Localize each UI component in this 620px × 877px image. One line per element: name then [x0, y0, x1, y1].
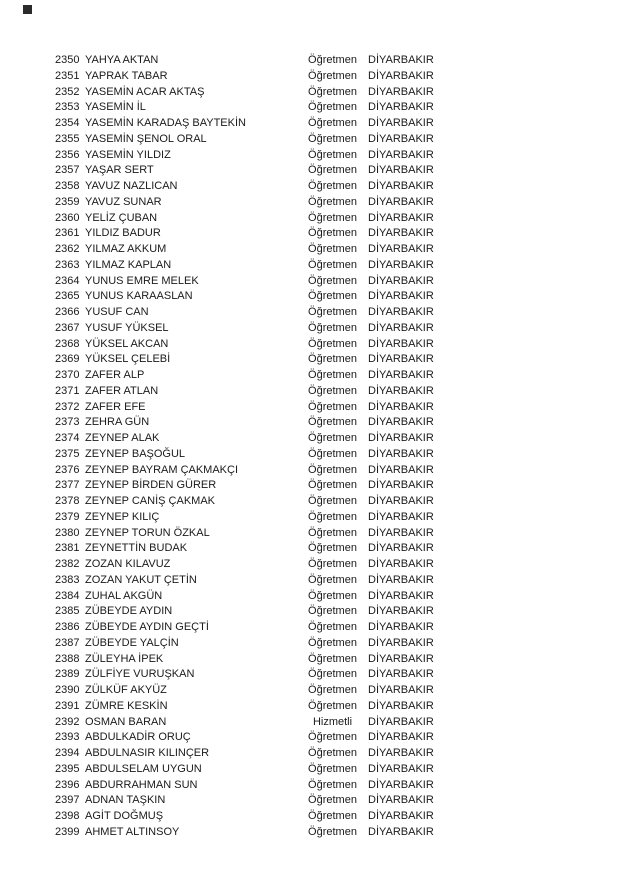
person-name: YELİZ ÇUBAN — [85, 211, 158, 224]
row-number: 2371 — [55, 384, 80, 397]
person-role: Öğretmen — [308, 573, 357, 586]
person-role: Öğretmen — [308, 699, 357, 712]
row-number: 2397 — [55, 794, 80, 807]
person-role: Öğretmen — [308, 479, 357, 492]
table-row — [0, 132, 620, 148]
table-row — [0, 352, 620, 368]
table-row — [0, 85, 620, 101]
person-role: Öğretmen — [308, 731, 357, 744]
person-name: YASEMİN ACAR AKTAŞ — [85, 85, 205, 98]
row-number: 2356 — [55, 148, 80, 161]
table-row — [0, 226, 620, 242]
person-city: DİYARBAKIR — [368, 652, 434, 665]
person-name: ZÜMRE KESKİN — [85, 699, 168, 712]
person-name: YUNUS KARAASLAN — [85, 290, 193, 303]
person-name: ABDULSELAM UYGUN — [85, 762, 202, 775]
person-city: DİYARBAKIR — [368, 715, 434, 728]
table-row — [0, 305, 620, 321]
table-row — [0, 793, 620, 809]
person-name: YAŞAR SERT — [85, 164, 154, 177]
person-name: ZEYNETTİN BUDAK — [85, 542, 188, 555]
person-city: DİYARBAKIR — [368, 825, 434, 838]
person-name: ZÜBEYDE AYDIN GEÇTİ — [85, 621, 209, 633]
table-row — [0, 179, 620, 195]
person-city: DİYARBAKIR — [368, 605, 434, 618]
table-row — [0, 289, 620, 305]
person-city: DİYARBAKIR — [368, 54, 434, 66]
person-city: DİYARBAKIR — [368, 243, 434, 255]
row-number: 2390 — [55, 684, 80, 696]
table-row — [0, 541, 620, 557]
row-number: 2398 — [55, 810, 80, 822]
person-name: YUSUF CAN — [85, 306, 149, 318]
person-role: Öğretmen — [308, 810, 357, 822]
person-name: ZEYNEP BAYRAM ÇAKMAKÇI — [85, 463, 239, 476]
person-name: ZAFER EFE — [85, 400, 146, 413]
person-city: DİYARBAKIR — [368, 731, 434, 744]
person-name: YUNUS EMRE MELEK — [85, 274, 199, 287]
person-name: YASEMİN YILDIZ — [85, 148, 171, 161]
table-row — [0, 636, 620, 652]
person-role: Öğretmen — [308, 101, 357, 114]
person-name: YILMAZ KAPLAN — [85, 258, 172, 271]
table-row — [0, 699, 620, 715]
person-city: DİYARBAKIR — [368, 636, 434, 649]
person-city: DİYARBAKIR — [368, 384, 434, 397]
person-name: YAHYA AKTAN — [85, 54, 159, 66]
person-name: ABDULNASIR KILINÇER — [85, 747, 210, 759]
staff-list — [0, 53, 620, 841]
table-row — [0, 778, 620, 794]
row-number: 2382 — [55, 558, 80, 570]
person-name: ZEYNEP ALAK — [85, 432, 160, 444]
table-row — [0, 478, 620, 494]
person-city: DİYARBAKIR — [368, 495, 434, 507]
table-row — [0, 589, 620, 605]
person-role: Öğretmen — [308, 211, 357, 224]
row-number: 2377 — [55, 479, 80, 492]
person-role: Öğretmen — [308, 369, 357, 381]
table-row — [0, 53, 620, 69]
table-row — [0, 494, 620, 510]
person-city: DİYARBAKIR — [368, 180, 434, 192]
person-city: DİYARBAKIR — [368, 621, 434, 633]
row-number: 2363 — [55, 258, 80, 271]
table-row — [0, 400, 620, 416]
person-city: DİYARBAKIR — [368, 778, 434, 791]
table-row — [0, 100, 620, 116]
person-role: Öğretmen — [308, 353, 357, 366]
person-city: DİYARBAKIR — [368, 274, 434, 287]
person-name: YASEMİN KARADAŞ BAYTEKİN — [85, 117, 246, 129]
person-role: Öğretmen — [308, 321, 357, 334]
person-name: YÜKSEL ÇELEBİ — [85, 353, 171, 366]
row-number: 2389 — [55, 668, 80, 681]
person-role: Öğretmen — [308, 117, 357, 129]
person-city: DİYARBAKIR — [368, 699, 434, 712]
row-number: 2394 — [55, 747, 80, 759]
person-city: DİYARBAKIR — [368, 258, 434, 271]
person-name: ZÜBEYDE AYDIN — [85, 605, 173, 618]
table-row — [0, 116, 620, 132]
person-city: DİYARBAKIR — [368, 337, 434, 350]
person-name: ZEYNEP BAŞOĞUL — [85, 447, 186, 460]
person-role: Öğretmen — [308, 652, 357, 665]
row-number: 2396 — [55, 778, 80, 791]
row-number: 2354 — [55, 117, 80, 129]
person-role: Öğretmen — [308, 542, 357, 555]
person-city: DİYARBAKIR — [368, 400, 434, 413]
person-name: YAPRAK TABAR — [85, 69, 168, 82]
person-city: DİYARBAKIR — [368, 369, 434, 381]
table-row — [0, 715, 620, 731]
person-city: DİYARBAKIR — [368, 589, 434, 602]
person-name: ZÜLKÜF AKYÜZ — [85, 684, 167, 696]
row-number: 2374 — [55, 432, 80, 444]
person-role: Öğretmen — [308, 274, 357, 287]
person-role: Öğretmen — [308, 495, 357, 507]
person-name: ZEYNEP BİRDEN GÜRER — [85, 479, 217, 492]
person-role: Öğretmen — [308, 227, 357, 240]
row-number: 2399 — [55, 825, 80, 838]
person-name: AGİT DOĞMUŞ — [85, 810, 164, 822]
person-role: Öğretmen — [308, 195, 357, 208]
person-city: DİYARBAKIR — [368, 479, 434, 492]
row-number: 2395 — [55, 762, 80, 775]
person-role: Öğretmen — [308, 526, 357, 539]
person-city: DİYARBAKIR — [368, 195, 434, 208]
person-name: ADNAN TAŞKIN — [85, 794, 166, 807]
row-number: 2388 — [55, 652, 80, 665]
person-city: DİYARBAKIR — [368, 227, 434, 240]
person-role: Öğretmen — [308, 148, 357, 161]
row-number: 2380 — [55, 526, 80, 539]
table-row — [0, 384, 620, 400]
table-row — [0, 652, 620, 668]
person-name: ZÜLFİYE VURUŞKAN — [85, 668, 195, 681]
person-role: Öğretmen — [308, 668, 357, 681]
person-city: DİYARBAKIR — [368, 290, 434, 303]
row-number: 2357 — [55, 164, 80, 177]
row-number: 2370 — [55, 369, 80, 381]
table-row — [0, 321, 620, 337]
row-number: 2359 — [55, 195, 80, 208]
row-number: 2393 — [55, 731, 80, 744]
person-city: DİYARBAKIR — [368, 211, 434, 224]
person-city: DİYARBAKIR — [368, 432, 434, 444]
row-number: 2352 — [55, 85, 80, 98]
person-city: DİYARBAKIR — [368, 463, 434, 476]
row-number: 2364 — [55, 274, 80, 287]
table-row — [0, 431, 620, 447]
table-row — [0, 274, 620, 290]
table-row — [0, 69, 620, 85]
person-name: ZÜBEYDE YALÇİN — [85, 636, 179, 649]
person-role: Öğretmen — [308, 762, 357, 775]
table-row — [0, 337, 620, 353]
person-city: DİYARBAKIR — [368, 132, 434, 145]
person-city: DİYARBAKIR — [368, 416, 434, 429]
row-number: 2386 — [55, 621, 80, 633]
row-number: 2392 — [55, 715, 80, 728]
person-name: ZOZAN YAKUT ÇETİN — [85, 573, 197, 586]
person-name: YASEMİN ŞENOL ORAL — [85, 132, 207, 145]
person-role: Öğretmen — [308, 416, 357, 429]
person-name: ZAFER ATLAN — [85, 384, 159, 397]
row-number: 2373 — [55, 416, 80, 429]
table-row — [0, 620, 620, 636]
person-city: DİYARBAKIR — [368, 558, 434, 570]
person-name: ZUHAL AKGÜN — [85, 589, 163, 602]
row-number: 2378 — [55, 495, 80, 507]
table-row — [0, 163, 620, 179]
row-number: 2351 — [55, 69, 80, 82]
person-role: Öğretmen — [308, 164, 357, 177]
person-role: Öğretmen — [308, 400, 357, 413]
row-number: 2375 — [55, 447, 80, 460]
table-row — [0, 447, 620, 463]
person-name: YILDIZ BADUR — [85, 227, 161, 240]
person-role: Öğretmen — [308, 132, 357, 145]
person-city: DİYARBAKIR — [368, 306, 434, 318]
person-role: Öğretmen — [308, 463, 357, 476]
row-number: 2355 — [55, 132, 80, 145]
person-city: DİYARBAKIR — [368, 684, 434, 696]
row-number: 2387 — [55, 636, 80, 649]
table-row — [0, 683, 620, 699]
table-row — [0, 242, 620, 258]
person-role: Öğretmen — [308, 621, 357, 633]
person-city: DİYARBAKIR — [368, 762, 434, 775]
row-number: 2372 — [55, 400, 80, 413]
person-name: ZEYNEP KILIÇ — [85, 510, 160, 523]
person-city: DİYARBAKIR — [368, 668, 434, 681]
person-role: Öğretmen — [308, 243, 357, 255]
table-row — [0, 463, 620, 479]
person-role: Öğretmen — [308, 825, 357, 838]
person-name: ZEHRA GÜN — [85, 416, 150, 429]
table-row — [0, 526, 620, 542]
person-city: DİYARBAKIR — [368, 747, 434, 759]
table-row — [0, 604, 620, 620]
person-city: DİYARBAKIR — [368, 117, 434, 129]
person-name: YASEMİN İL — [85, 101, 146, 114]
row-number: 2369 — [55, 353, 80, 366]
person-role: Öğretmen — [308, 778, 357, 791]
row-number: 2361 — [55, 227, 80, 240]
person-city: DİYARBAKIR — [368, 573, 434, 586]
person-role: Öğretmen — [308, 558, 357, 570]
person-name: ZÜLEYHA İPEK — [85, 652, 164, 665]
table-row — [0, 746, 620, 762]
row-number: 2358 — [55, 180, 80, 192]
row-number: 2376 — [55, 463, 80, 476]
person-role: Öğretmen — [308, 69, 357, 82]
table-row — [0, 557, 620, 573]
person-name: YÜKSEL AKCAN — [85, 337, 169, 350]
row-number: 2385 — [55, 605, 80, 618]
person-role: Öğretmen — [308, 794, 357, 807]
person-role: Öğretmen — [308, 432, 357, 444]
table-row — [0, 195, 620, 211]
table-row — [0, 573, 620, 589]
row-number: 2360 — [55, 211, 80, 224]
person-role: Öğretmen — [308, 605, 357, 618]
person-role: Öğretmen — [308, 85, 357, 98]
table-row — [0, 825, 620, 841]
table-row — [0, 667, 620, 683]
person-role: Öğretmen — [308, 384, 357, 397]
person-role: Öğretmen — [308, 684, 357, 696]
row-number: 2367 — [55, 321, 80, 334]
person-city: DİYARBAKIR — [368, 101, 434, 114]
person-role: Hizmetli — [312, 715, 353, 728]
row-number: 2381 — [55, 542, 80, 555]
person-city: DİYARBAKIR — [368, 164, 434, 177]
person-city: DİYARBAKIR — [368, 321, 434, 334]
table-row — [0, 258, 620, 274]
person-role: Öğretmen — [308, 510, 357, 523]
person-city: DİYARBAKIR — [368, 510, 434, 523]
row-number: 2383 — [55, 573, 80, 586]
person-name: ABDURRAHMAN SUN — [85, 778, 198, 791]
table-row — [0, 510, 620, 526]
row-number: 2350 — [55, 54, 80, 66]
scan-artifact-mark — [23, 5, 32, 14]
table-row — [0, 415, 620, 431]
person-name: ZEYNEP TORUN ÖZKAL — [85, 526, 210, 539]
person-city: DİYARBAKIR — [368, 810, 434, 822]
table-row — [0, 762, 620, 778]
row-number: 2391 — [55, 699, 80, 712]
person-role: Öğretmen — [308, 306, 357, 318]
row-number: 2379 — [55, 510, 80, 523]
person-name: ZOZAN KILAVUZ — [85, 558, 171, 570]
person-city: DİYARBAKIR — [368, 69, 434, 82]
person-name: AHMET ALTINSOY — [85, 825, 180, 838]
person-name: YAVUZ SUNAR — [85, 195, 162, 208]
person-role: Öğretmen — [308, 337, 357, 350]
row-number: 2353 — [55, 101, 80, 114]
person-role: Öğretmen — [308, 636, 357, 649]
person-city: DİYARBAKIR — [368, 447, 434, 460]
person-city: DİYARBAKIR — [368, 85, 434, 98]
person-city: DİYARBAKIR — [368, 148, 434, 161]
person-role: Öğretmen — [308, 54, 357, 66]
table-row — [0, 148, 620, 164]
person-name: ZEYNEP CANİŞ ÇAKMAK — [85, 495, 215, 507]
person-role: Öğretmen — [308, 180, 357, 192]
person-name: YAVUZ NAZLICAN — [85, 180, 178, 192]
person-name: YUSUF YÜKSEL — [85, 321, 169, 334]
person-name: YILMAZ AKKUM — [85, 243, 167, 255]
person-name: ABDULKADİR ORUÇ — [85, 731, 191, 744]
person-role: Öğretmen — [308, 447, 357, 460]
row-number: 2362 — [55, 243, 80, 255]
table-row — [0, 730, 620, 746]
row-number: 2368 — [55, 337, 80, 350]
person-city: DİYARBAKIR — [368, 526, 434, 539]
row-number: 2365 — [55, 290, 80, 303]
person-role: Öğretmen — [308, 747, 357, 759]
person-name: ZAFER ALP — [85, 369, 145, 381]
person-role: Öğretmen — [308, 589, 357, 602]
person-name: OSMAN BARAN — [85, 715, 167, 728]
table-row — [0, 809, 620, 825]
person-city: DİYARBAKIR — [368, 353, 434, 366]
row-number: 2366 — [55, 306, 80, 318]
row-number: 2384 — [55, 589, 80, 602]
table-row — [0, 211, 620, 227]
table-row — [0, 368, 620, 384]
person-city: DİYARBAKIR — [368, 794, 434, 807]
person-city: DİYARBAKIR — [368, 542, 434, 555]
person-role: Öğretmen — [308, 258, 357, 271]
person-role: Öğretmen — [308, 290, 357, 303]
